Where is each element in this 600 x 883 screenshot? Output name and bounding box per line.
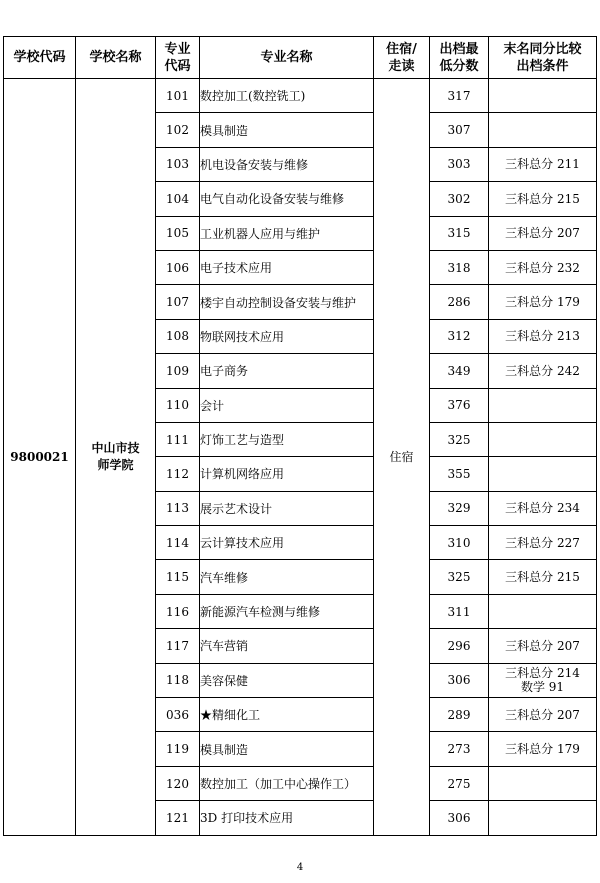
major-name-cell: 云计算技术应用 bbox=[200, 526, 374, 560]
tie-rule-cell bbox=[489, 422, 597, 456]
tie-rule-cell bbox=[489, 732, 597, 766]
major-name-cell: 模具制造 bbox=[200, 113, 374, 147]
major-name-cell: 灯饰工艺与造型 bbox=[200, 422, 374, 456]
min-score-cell: 312 bbox=[430, 319, 489, 353]
tie-rule-line: 三科总分 242 bbox=[505, 363, 580, 378]
major-code-cell: 119 bbox=[156, 732, 200, 766]
header-school-code: 学校代码 bbox=[4, 37, 76, 79]
major-name-cell: 模具制造 bbox=[200, 732, 374, 766]
major-name-cell: 展示艺术设计 bbox=[200, 491, 374, 525]
tie-rule-cell bbox=[489, 457, 597, 491]
tie-rule-line-2: 数学 91 bbox=[520, 680, 565, 695]
major-name-cell: 计算机网络应用 bbox=[200, 457, 374, 491]
tie-rule-cell bbox=[489, 766, 597, 800]
major-code-cell: 117 bbox=[156, 629, 200, 663]
min-score-cell: 349 bbox=[430, 354, 489, 388]
min-score-cell: 303 bbox=[430, 147, 489, 181]
major-code-cell: 102 bbox=[156, 113, 200, 147]
major-code-cell: 108 bbox=[156, 319, 200, 353]
page-number: 4 bbox=[296, 862, 304, 873]
major-code-cell: 121 bbox=[156, 801, 200, 835]
min-score-cell: 325 bbox=[430, 422, 489, 456]
school-code-cell: 9800021 bbox=[4, 79, 76, 836]
major-name-cell: 会计 bbox=[200, 388, 374, 422]
tie-rule-cell bbox=[489, 491, 597, 525]
school-name-cell bbox=[76, 79, 156, 836]
min-score-cell: 302 bbox=[430, 182, 489, 216]
min-score-cell: 311 bbox=[430, 594, 489, 628]
tie-rule-line: 三科总分 215 bbox=[505, 191, 580, 206]
major-name-cell: 物联网技术应用 bbox=[200, 319, 374, 353]
min-score-cell: 355 bbox=[430, 457, 489, 491]
major-name-cell: 电子技术应用 bbox=[200, 250, 374, 284]
major-code-cell: 103 bbox=[156, 147, 200, 181]
major-name-cell: 楼宇自动控制设备安装与维护 bbox=[200, 285, 374, 319]
tie-rule-line: 三科总分 232 bbox=[505, 260, 580, 275]
tie-rule-line: 三科总分 234 bbox=[505, 501, 580, 516]
major-code-cell: 036 bbox=[156, 698, 200, 732]
major-code-cell: 115 bbox=[156, 560, 200, 594]
school-name-text: 中山市技师学院 bbox=[91, 440, 140, 472]
min-score-cell: 273 bbox=[430, 732, 489, 766]
min-score-cell: 289 bbox=[430, 698, 489, 732]
major-name-cell: 美容保健 bbox=[200, 663, 374, 697]
major-code-cell: 111 bbox=[156, 422, 200, 456]
tie-rule-line: 三科总分 207 bbox=[505, 226, 580, 241]
major-code-cell: 118 bbox=[156, 663, 200, 697]
tie-rule-line: 三科总分 215 bbox=[505, 570, 580, 585]
tie-rule-cell bbox=[489, 388, 597, 422]
tie-rule-cell bbox=[489, 526, 597, 560]
major-name-cell: 3D 打印技术应用 bbox=[200, 801, 374, 835]
tie-rule-cell bbox=[489, 698, 597, 732]
tie-rule-cell bbox=[489, 147, 597, 181]
major-code-cell: 110 bbox=[156, 388, 200, 422]
tie-rule-cell bbox=[489, 285, 597, 319]
tie-rule-line: 三科总分 211 bbox=[505, 157, 580, 172]
major-name-cell: 新能源汽车检测与维修 bbox=[200, 594, 374, 628]
major-name-cell: 工业机器人应用与维护 bbox=[200, 216, 374, 250]
tie-rule-cell bbox=[489, 113, 597, 147]
min-score-cell: 329 bbox=[430, 491, 489, 525]
major-code-cell: 105 bbox=[156, 216, 200, 250]
min-score-cell: 318 bbox=[430, 250, 489, 284]
tie-rule-line: 三科总分 227 bbox=[505, 535, 580, 550]
major-code-cell: 116 bbox=[156, 594, 200, 628]
header-lodging: 住宿/ 走读 bbox=[374, 37, 430, 79]
major-name-cell: 数控加工(数控铣工) bbox=[200, 79, 374, 113]
min-score-cell: 306 bbox=[430, 801, 489, 835]
major-code-cell: 114 bbox=[156, 526, 200, 560]
major-code-cell: 104 bbox=[156, 182, 200, 216]
min-score-cell: 275 bbox=[430, 766, 489, 800]
header-min-score: 出档最 低分数 bbox=[430, 37, 489, 79]
min-score-cell: 325 bbox=[430, 560, 489, 594]
tie-rule-cell bbox=[489, 319, 597, 353]
major-code-cell: 112 bbox=[156, 457, 200, 491]
tie-rule-cell bbox=[489, 629, 597, 663]
header-school-name: 学校名称 bbox=[76, 37, 156, 79]
tie-rule-cell bbox=[489, 182, 597, 216]
tie-rule-cell bbox=[489, 801, 597, 835]
min-score-cell: 315 bbox=[430, 216, 489, 250]
tie-rule-cell bbox=[489, 663, 597, 697]
tie-rule-line: 三科总分 207 bbox=[505, 638, 580, 653]
min-score-cell: 286 bbox=[430, 285, 489, 319]
tie-rule-line: 三科总分 207 bbox=[505, 707, 580, 722]
major-code-cell: 106 bbox=[156, 250, 200, 284]
tie-rule-cell bbox=[489, 79, 597, 113]
major-code-cell: 109 bbox=[156, 354, 200, 388]
major-code-cell: 113 bbox=[156, 491, 200, 525]
major-name-cell: ★精细化工 bbox=[200, 698, 374, 732]
header-major-code: 专业 代码 bbox=[156, 37, 200, 79]
tie-rule-line: 三科总分 179 bbox=[505, 295, 580, 310]
admission-table bbox=[3, 36, 597, 836]
tie-rule-cell bbox=[489, 594, 597, 628]
major-name-cell: 汽车维修 bbox=[200, 560, 374, 594]
min-score-cell: 376 bbox=[430, 388, 489, 422]
tie-rule-cell bbox=[489, 560, 597, 594]
major-code-cell: 101 bbox=[156, 79, 200, 113]
min-score-cell: 306 bbox=[430, 663, 489, 697]
major-code-cell: 107 bbox=[156, 285, 200, 319]
min-score-cell: 296 bbox=[430, 629, 489, 663]
major-name-cell: 电子商务 bbox=[200, 354, 374, 388]
lodging-cell: 住宿 bbox=[374, 79, 430, 836]
tie-rule-cell bbox=[489, 354, 597, 388]
header-tie-rule: 末名同分比较 出档条件 bbox=[489, 37, 597, 79]
header-major-name: 专业名称 bbox=[200, 37, 374, 79]
min-score-cell: 317 bbox=[430, 79, 489, 113]
tie-rule-line: 三科总分 179 bbox=[505, 742, 580, 757]
tie-rule-line: 三科总分 214 bbox=[505, 666, 580, 681]
major-name-cell: 机电设备安装与维修 bbox=[200, 147, 374, 181]
min-score-cell: 310 bbox=[430, 526, 489, 560]
min-score-cell: 307 bbox=[430, 113, 489, 147]
tie-rule-cell bbox=[489, 250, 597, 284]
header-row bbox=[4, 37, 597, 79]
major-code-cell: 120 bbox=[156, 766, 200, 800]
major-name-cell: 汽车营销 bbox=[200, 629, 374, 663]
table-row bbox=[4, 79, 597, 113]
major-name-cell: 数控加工（加工中心操作工） bbox=[200, 766, 374, 800]
tie-rule-line: 三科总分 213 bbox=[505, 329, 580, 344]
tie-rule-cell bbox=[489, 216, 597, 250]
major-name-cell: 电气自动化设备安装与维修 bbox=[200, 182, 374, 216]
